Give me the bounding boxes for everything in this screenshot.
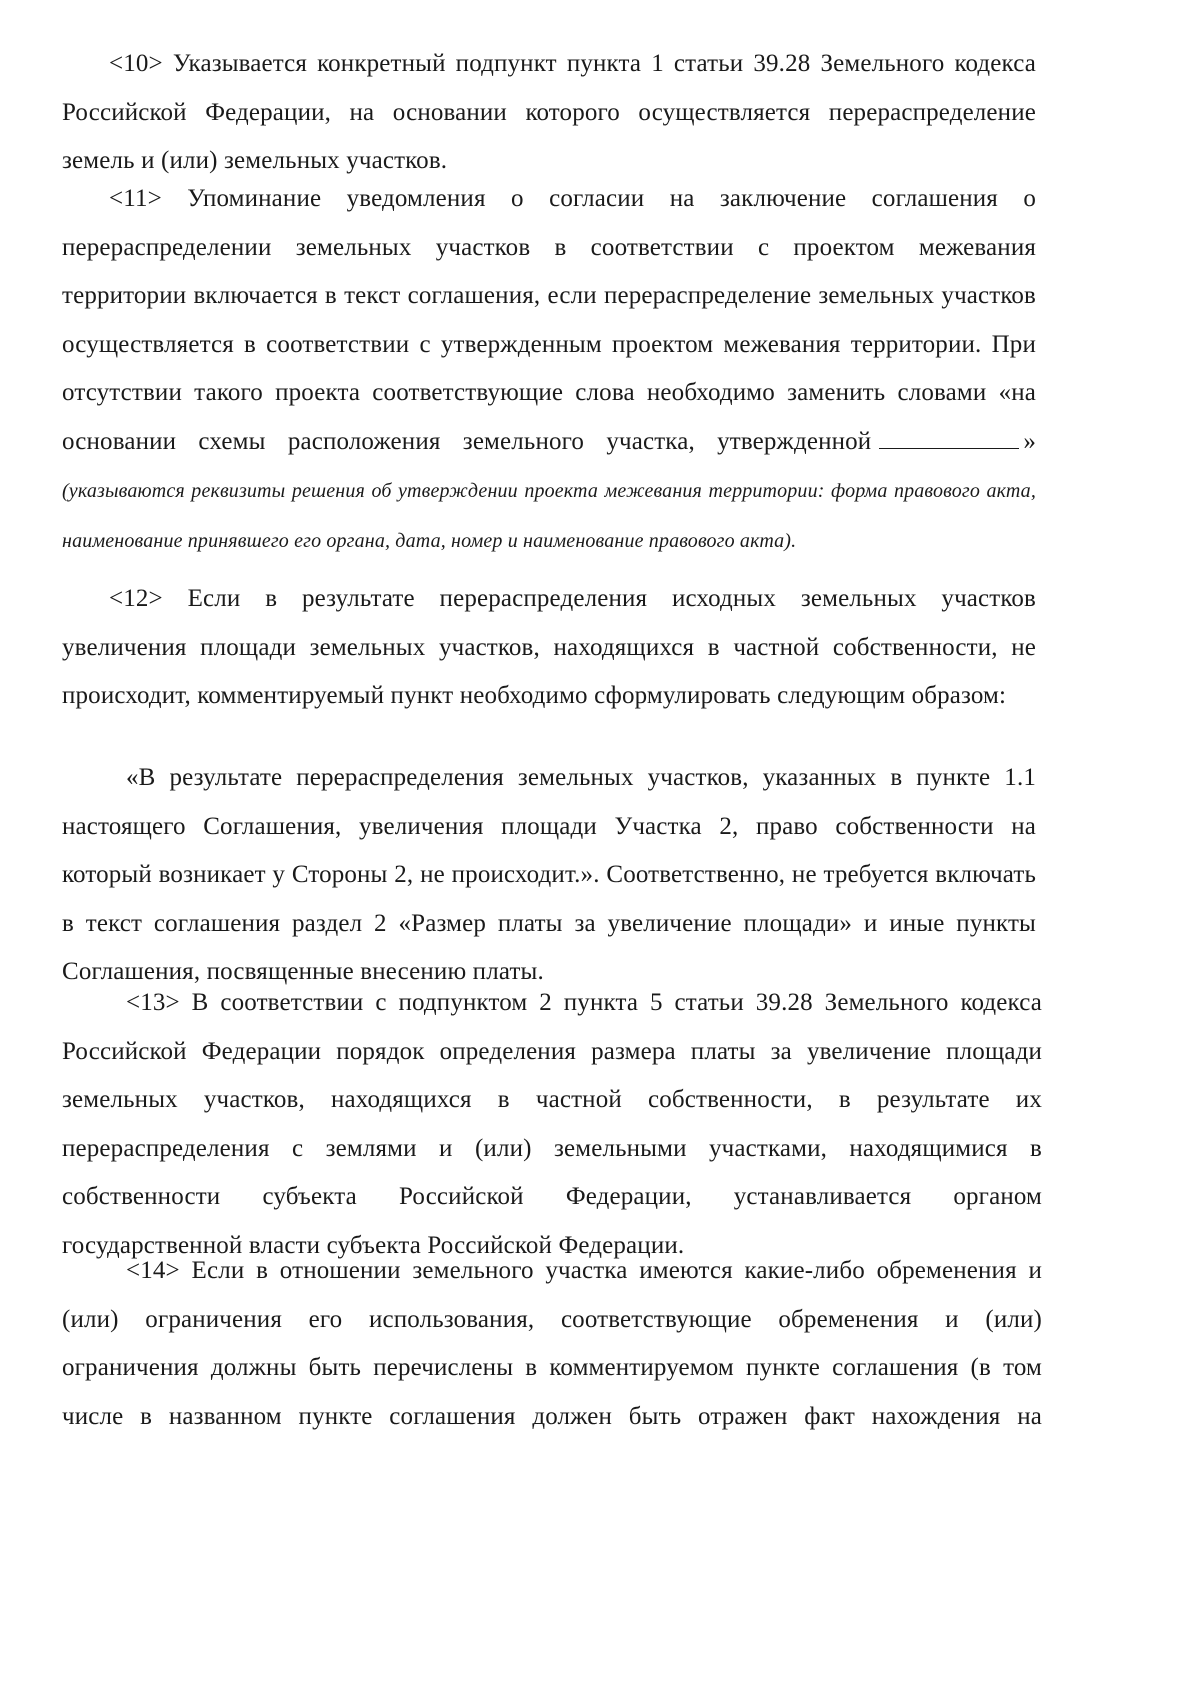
footnote-10 [62, 40, 1036, 186]
footnote-14 [62, 1247, 1042, 1441]
blank-line [879, 423, 1019, 449]
footnote-12 [62, 575, 1036, 721]
footnote-12-text: <12> Если в результате перераспределения исходных земельных участков увеличения площади земельных участков, находящихся в частной собственности, не происходит, комментируемый пункт необходимо сформулировать следующим образом: [62, 585, 1036, 709]
footnote-12-quote-text: «В результате перераспределения земельных участков, указанных в пункте 1.1 настоящего Соглашения, увеличения площади Участка 2, право собственности на который возникает у Стороны 2, не происходит.». Соответственно, не требуется включать в текст соглашения раздел 2 «Размер платы за увеличение площади» и иные пункты Соглашения, посвященные внесению платы. [62, 764, 1036, 985]
footnote-13-text: <13> В соответствии с подпунктом 2 пункта 5 статьи 39.28 Земельного кодекса Российской Федерации порядок определения размера платы за увеличение площади земельных участков, находящихся в частной собственности, в результате их перераспределения с землями и (или) земельными участками, находящимися в собственности субъекта Российской Федерации, устанавливается органом государственной власти субъекта Российской Федерации. [62, 989, 1042, 1259]
footnote-13 [62, 979, 1042, 1270]
footnote-12-quote [62, 754, 1036, 997]
footnote-11-text: <11> Упоминание уведомления о согласии на заключение соглашения о перераспределении земельных участков в соответствии с проектом межевания территории включается в текст соглашения, если перераспределение земельных участков осуществляется в соответствии с утвержденным проектом межевания территории. При отсутствии такого проекта соответствующие слова необходимо заменить словами «на основании схемы расположения земельного участка, утвержденной [62, 185, 1036, 455]
footnote-14-text: <14> Если в отношении земельного участка имеются какие-либо обременения и (или) ограничения его использования, соответствующие обременения и (или) ограничения должны быть перечислены в комментируемом пункте соглашения (в том числе в названном пункте соглашения должен быть отражен факт нахождения на [62, 1257, 1042, 1430]
footnote-11-italic-note: (указываются реквизиты решения об утверждении проекта межевания территории: форма правового акта, наименование принявшего его органа, дата, номер и наименование правового акта). [62, 480, 1036, 552]
footnote-11 [62, 175, 1036, 565]
footnote-11-closing-quote: » [1023, 427, 1036, 455]
footnote-10-text: <10> Указывается конкретный подпункт пункта 1 статьи 39.28 Земельного кодекса Российской Федерации, на основании которого осуществляется перераспределение земель и (или) земельных участков. [62, 50, 1036, 174]
